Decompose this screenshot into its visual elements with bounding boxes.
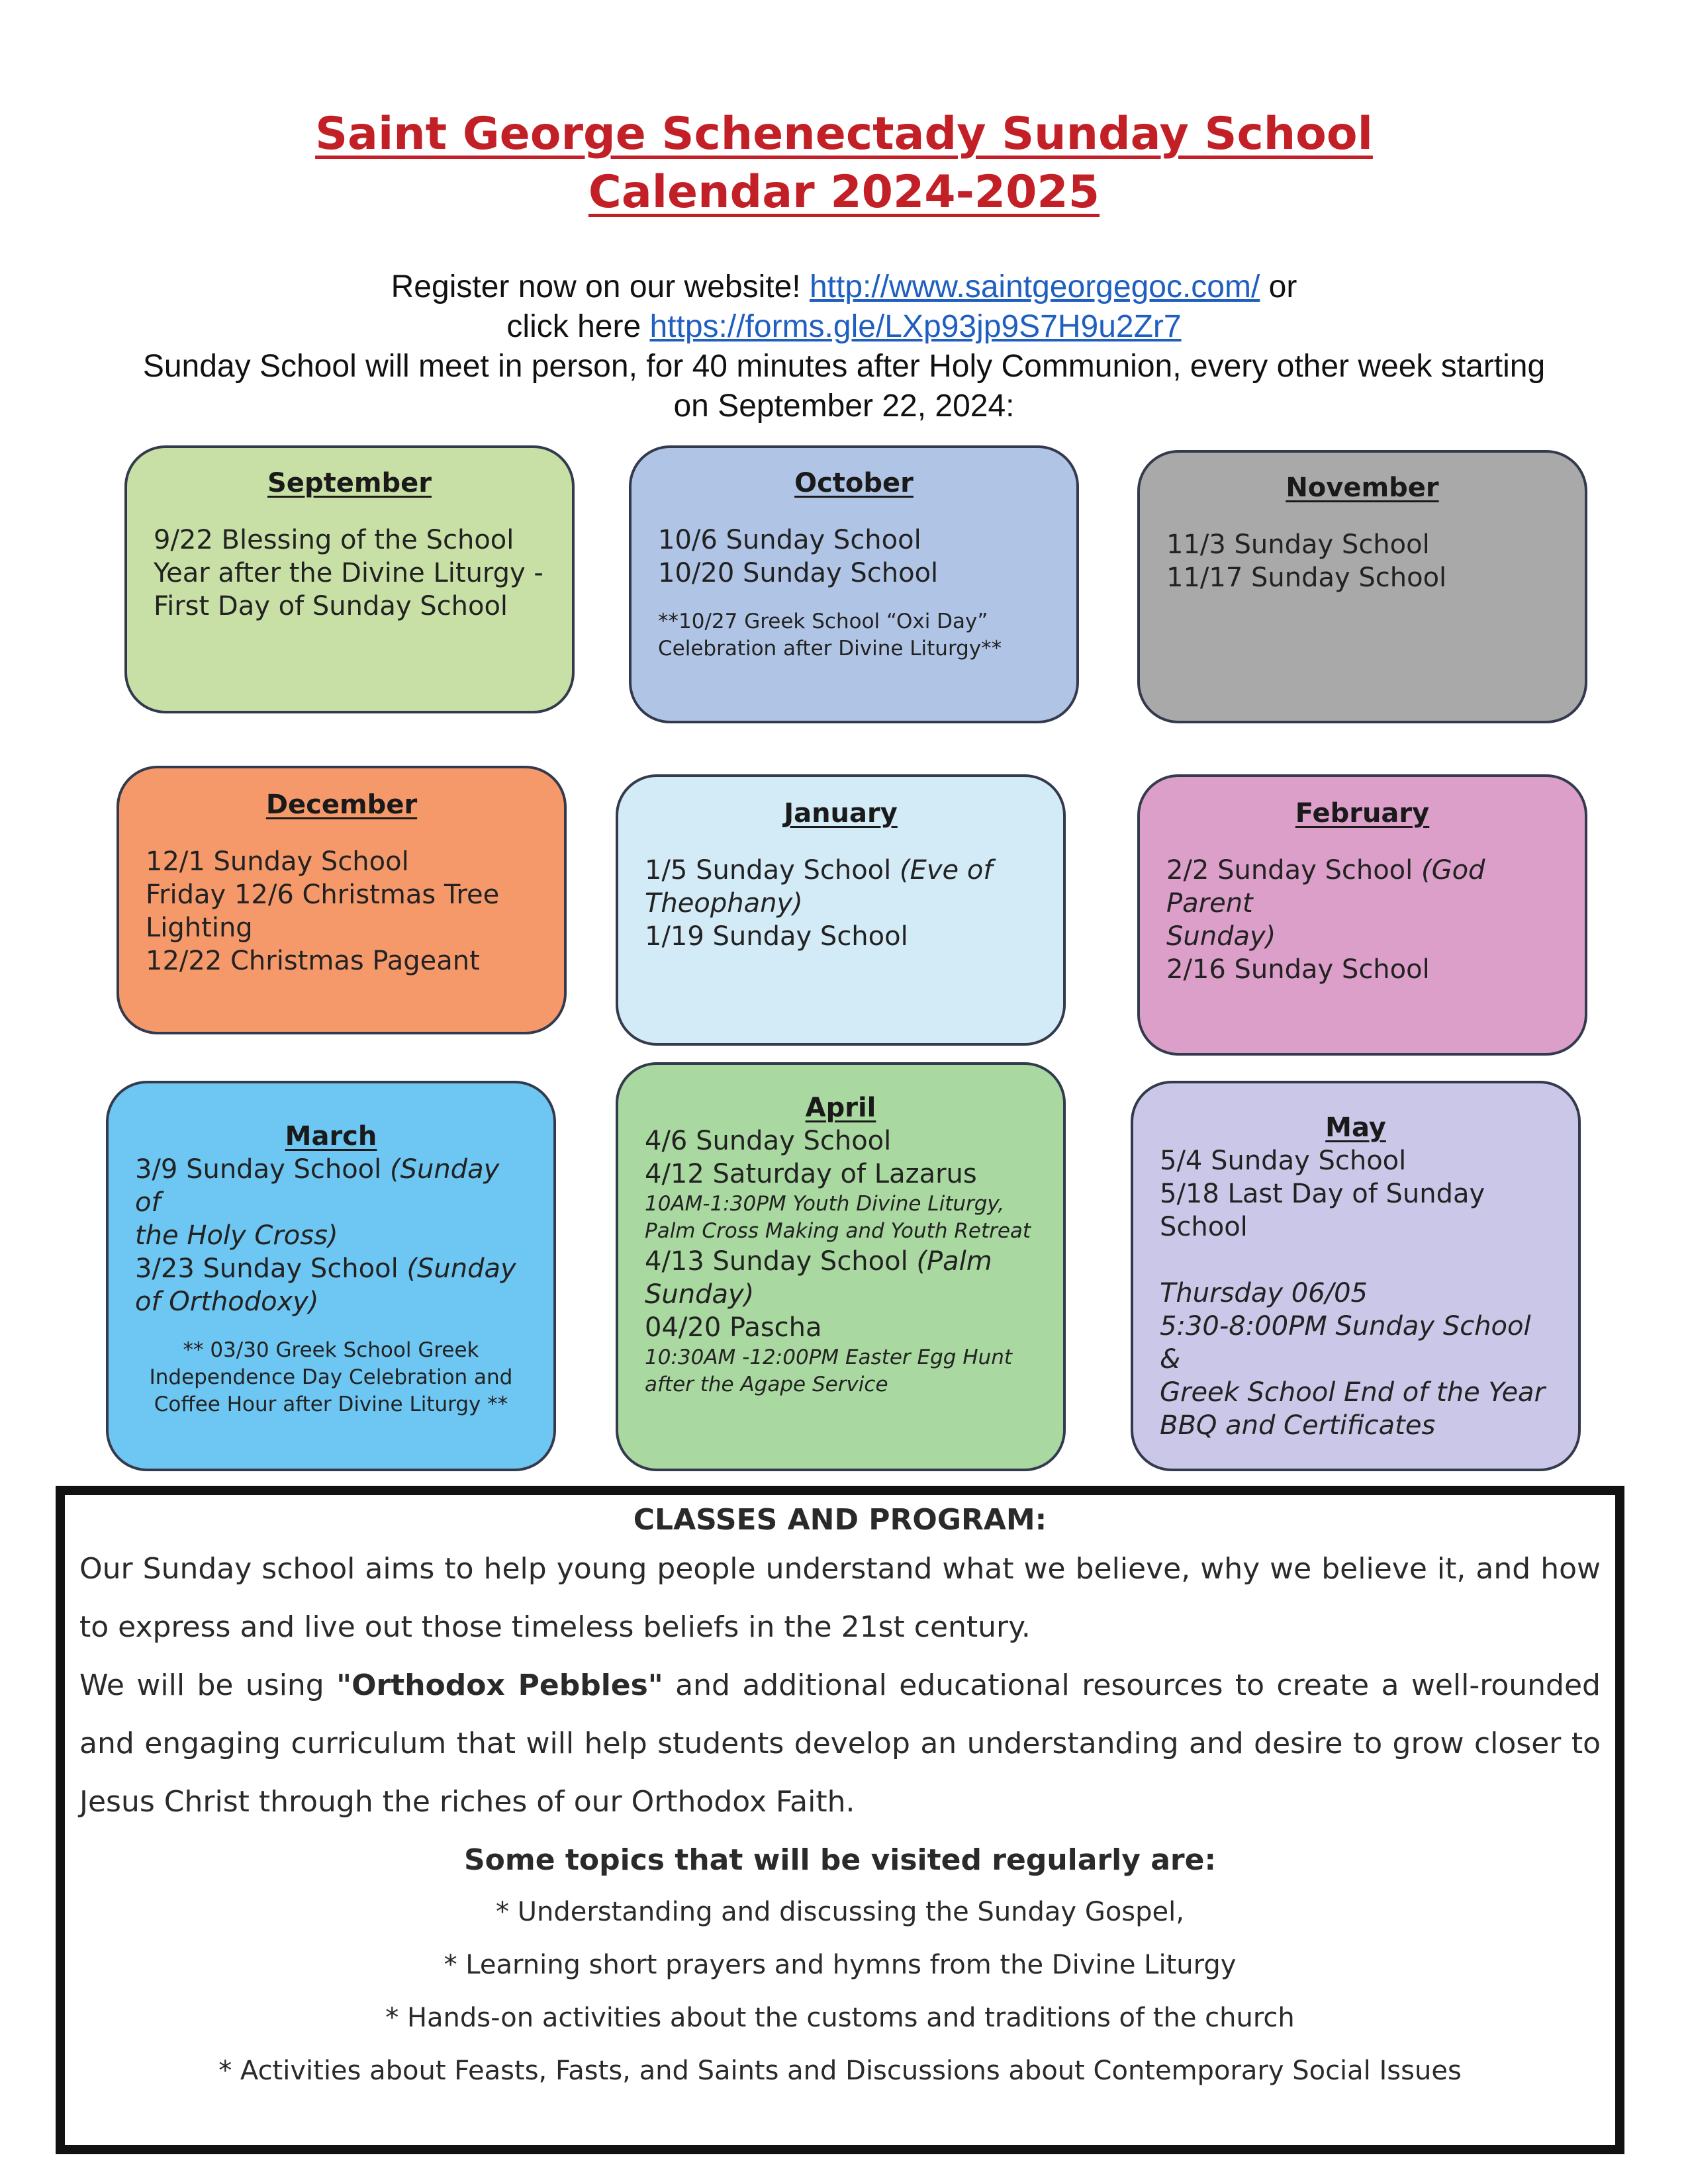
month-note: 10:30AM -12:00PM Easter Egg Hunt — [645, 1345, 1013, 1369]
or-text: or — [1268, 269, 1297, 304]
month-note: after the Agape Service — [645, 1373, 888, 1396]
page-title-line2: Calendar 2024-2025 — [588, 166, 1100, 218]
topic-item: * Learning short prayers and hymns from the Divine Liturgy — [444, 1950, 1237, 1980]
month-line: First Day of Sunday School — [154, 591, 508, 621]
topic-item: * Hands-on activities about the customs and traditions of the church — [385, 2003, 1295, 2033]
month-line: 5/18 Last Day of Sunday — [1160, 1179, 1485, 1209]
meeting-line-1: Sunday School will meet in person, for 40 minutes after Holy Communion, every other week starting — [142, 349, 1546, 384]
month-line: Sunday) — [645, 1279, 755, 1310]
month-line: Lighting — [146, 913, 253, 943]
month-line: 4/13 Sunday School (Palm — [645, 1246, 992, 1277]
topic-item: * Activities about Feasts, Fasts, and Saints and Discussions about Contemporary Social Issues — [218, 2056, 1462, 2086]
month-note: **10/27 Greek School “Oxi Day” — [658, 610, 988, 633]
month-line: 11/3 Sunday School — [1166, 529, 1430, 560]
website-link[interactable]: http://www.saintgeorgegoc.com/ — [809, 269, 1260, 304]
month-line: 4/12 Saturday of Lazarus — [645, 1159, 977, 1189]
month-title: March — [285, 1121, 377, 1152]
meeting-line-2: on September 22, 2024: — [673, 388, 1015, 424]
month-line: 12/22 Christmas Pageant — [146, 946, 480, 976]
month-note: ** 03/30 Greek School Greek — [183, 1338, 479, 1362]
register-text: Register now on our website! — [391, 269, 801, 304]
month-line: Friday 12/6 Christmas Tree — [146, 880, 500, 910]
form-link[interactable]: https://forms.gle/LXp93jp9S7H9u2Zr7 — [649, 309, 1182, 344]
topics-heading: Some topics that will be visited regularly are: — [463, 1843, 1217, 1877]
month-box-january — [616, 774, 1066, 1046]
month-title: October — [794, 468, 914, 498]
month-note: Coffee Hour after Divine Liturgy ** — [154, 1392, 508, 1416]
month-note: Palm Cross Making and Youth Retreat — [645, 1219, 1031, 1243]
month-title: February — [1295, 798, 1430, 829]
month-line: 10/20 Sunday School — [658, 558, 939, 588]
month-title: December — [265, 790, 418, 820]
month-line: 9/22 Blessing of the School — [154, 525, 514, 555]
month-line: 11/17 Sunday School — [1166, 563, 1447, 593]
month-event: Greek School End of the Year — [1160, 1377, 1546, 1408]
month-line: of Orthodoxy) — [135, 1287, 319, 1317]
month-box-april — [616, 1062, 1066, 1471]
month-box-november — [1137, 450, 1587, 723]
click-text: click here — [506, 309, 641, 344]
month-box-march — [106, 1081, 556, 1471]
month-box-december — [117, 766, 567, 1034]
month-note: Celebration after Divine Liturgy** — [658, 637, 1002, 660]
month-line: 5/4 Sunday School — [1160, 1146, 1407, 1176]
month-title: January — [784, 798, 898, 829]
month-event: Thursday 06/05 — [1160, 1278, 1368, 1308]
month-note: Independence Day Celebration and — [149, 1365, 513, 1389]
classes-paragraph-1: Our Sunday school aims to help young people understand what we believe, why we believe it, and how to express and live out those timeless beliefs in the 21st century. — [79, 1552, 1601, 1644]
month-line: 1/19 Sunday School — [645, 921, 908, 952]
month-title: November — [1286, 473, 1439, 503]
month-box-september — [124, 445, 575, 713]
classes-paragraph-2: We will be using "Orthodox Pebbles" and additional educational resources to create a well-rounded and engaging curriculum that will help students develop an understanding and desire to grow closer to Jesus Christ through the riches of our Orthodox Faith. — [79, 1668, 1601, 1819]
classes-program-box — [56, 1486, 1624, 2154]
month-event: BBQ and Certificates — [1160, 1410, 1436, 1441]
month-title: May — [1325, 1113, 1386, 1143]
month-line: Theophany) — [645, 888, 803, 919]
month-line: 1/5 Sunday School (Eve of — [645, 855, 993, 886]
month-line: 12/1 Sunday School — [146, 846, 409, 877]
month-note: 10AM-1:30PM Youth Divine Liturgy, — [645, 1192, 1005, 1216]
click-line — [79, 307, 1609, 347]
intro-text — [79, 267, 1609, 426]
month-box-october — [629, 445, 1079, 723]
month-line: 04/20 Pascha — [645, 1312, 822, 1343]
classes-heading: CLASSES AND PROGRAM: — [633, 1503, 1047, 1537]
month-line: 4/6 Sunday School — [645, 1126, 892, 1156]
month-line: the Holy Cross) — [135, 1220, 338, 1251]
register-line — [79, 267, 1609, 307]
month-line: School — [1160, 1212, 1248, 1242]
month-line: 2/16 Sunday School — [1166, 954, 1430, 985]
orthodox-pebbles: "Orthodox Pebbles" — [336, 1668, 663, 1702]
month-line: 3/23 Sunday School (Sunday — [135, 1253, 516, 1284]
month-line: 2/2 Sunday School (God Parent — [1166, 855, 1485, 919]
month-title: September — [267, 468, 432, 498]
month-event: 5:30-8:00PM Sunday School & — [1160, 1311, 1531, 1375]
page-title-line1: Saint George Schenectady Sunday School — [315, 108, 1373, 160]
month-line: Year after the Divine Liturgy - — [154, 558, 543, 588]
month-line: 10/6 Sunday School — [658, 525, 921, 555]
month-box-february — [1137, 774, 1587, 1056]
month-box-may — [1131, 1081, 1581, 1471]
topic-item: * Understanding and discussing the Sunday Gospel, — [496, 1897, 1184, 1927]
month-title: April — [805, 1093, 876, 1123]
month-line: Sunday) — [1166, 921, 1276, 952]
month-line: 3/9 Sunday School (Sunday of — [135, 1154, 500, 1218]
